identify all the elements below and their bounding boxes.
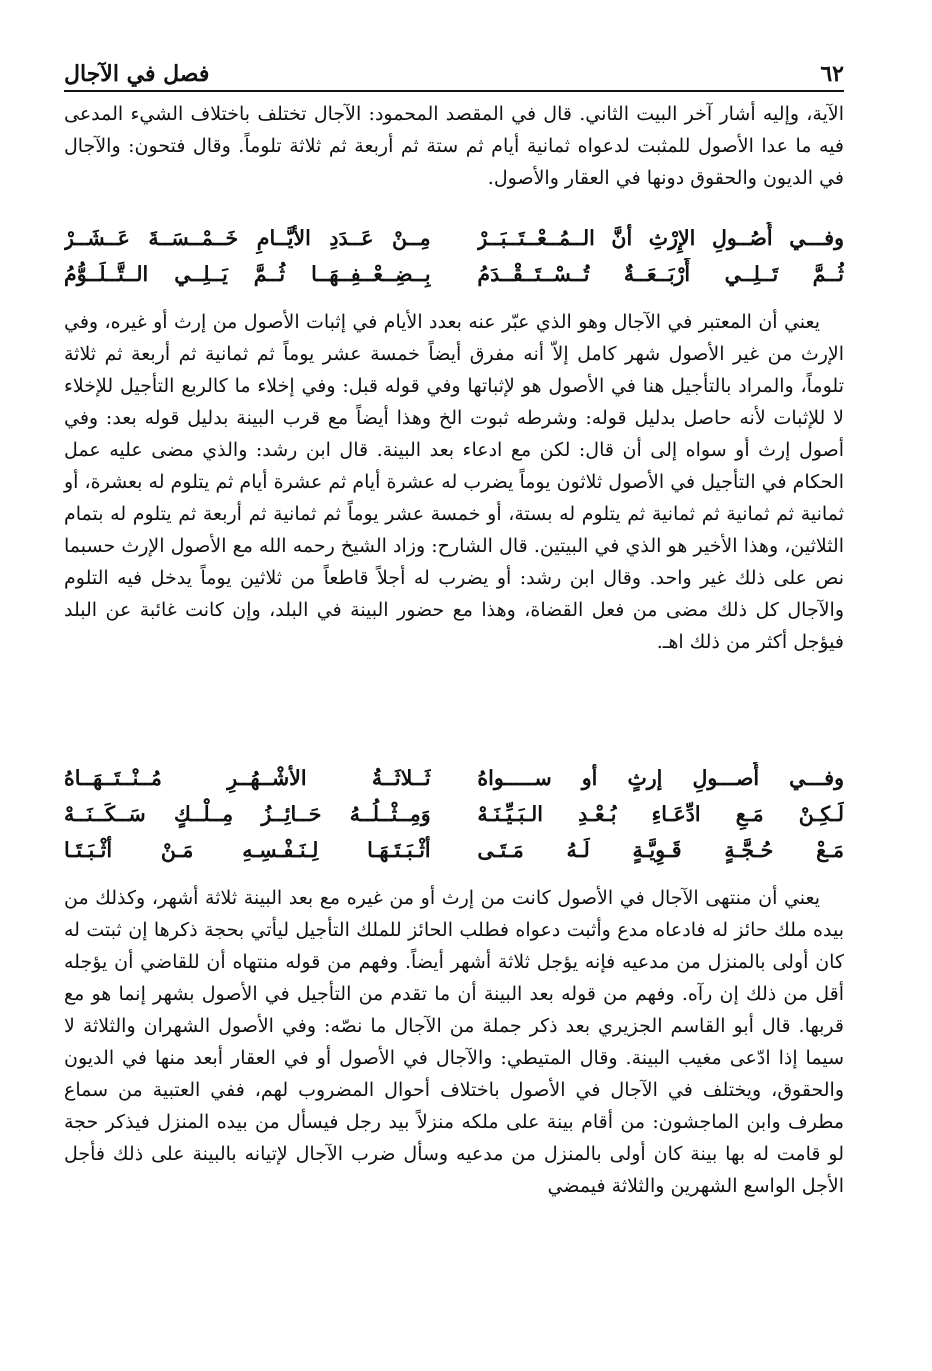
verse-first-hemistich: ثُــمَّ تَــلِــي أَرْبَــعَــةٌ تُــسْــتَــقْــدَمُ [477, 262, 844, 286]
verse-line [64, 220, 844, 256]
verse-second-hemistich: بِــضِــعْــفِــهَــا ثُــمَّ يَــلِــي الــتَّــلَــوُّمُ [64, 262, 431, 286]
verse-line [64, 796, 844, 832]
header-divider [64, 90, 844, 92]
verse-second-hemistich: ثَــلاثَــةُ الأشْــهُــرِ مُــنْــتَــهَــاهُ [64, 766, 431, 790]
verse-line [64, 256, 844, 292]
page-header [64, 58, 844, 88]
verse-second-hemistich: وَمِــثْــلُــهُ حَــائِــزُ مِــلْــكٍ سَــكَــنَــهْ [64, 802, 431, 826]
verse-line [64, 760, 844, 796]
paragraph-text: يعني أن المعتبر في الآجال وهو الذي عبّر عنه بعدد الأيام في إثبات الأصول من إرث أو غيره، وفي الإرث من غير الأصول شهر كامل إلاّ أنه مفرق أيضاً خمسة عشر يوماً ثم ثمانية ثم أربعة ثم ثلاثة تلوماً، والمراد بالتأجيل هنا في الأصول هو لإثباتها وفي قوله قبل: وفي إخلاء ما كالربع التأجيل للإخلاء لا للإثبات لأنه حاصل بدليل قوله: وشرطه ثبوت الخ وهذا أيضاً مع قرب البينة بدليل قوله بعد: وفي أصول إرث أو سواه إلى أن قال: لكن مع ادعاء بعد البينة. قال ابن رشد: والذي مضى عليه عمل الحكام في التأجيل في الأصول ثلاثون يوماً يضرب له عشرة أيام ثم عشرة أيام ثم يتلوم له بعشرة، أو ثمانية ثم ثمانية ثم ثمانية ثم يتلوم له بستة، أو خمسة عشر يوماً ثم ثمانية ثم أربعة ثم يتلوم له بتمام الثلاثين، وهذا الأخير هو الذي في البيتين. قال الشارح: وزاد الشيخ رحمه الله مع الأصول الإرث حسبما نص على ذلك غير واحد. وقال ابن رشد: أو يضرب له أجلاً قاطعاً من ثلاثين يوماً يدخل فيه التلوم والآجال كل ذلك مضى من فعل القضاة، وهذا مع حضور البينة في البلد، وإن كانت غائبة عن البلد فيؤجل أكثر من ذلك اهـ. [64, 311, 844, 653]
verse-first-hemistich: لَـكِـنْ مَـعِ ادِّعَـاءِ بُـعْـدِ الـبَـيِّـنَـهْ [477, 802, 844, 826]
page-number: ٦٢ [820, 61, 844, 87]
paragraph-text: الآية، وإليه أشار آخر البيت الثاني. قال في المقصد المحمود: الآجال تختلف باختلاف الشيء المدعى فيه ما عدا الأصول للمثبت لدعواه ثمانية أيام ثم ستة ثم أربعة ثم ثلاثة تلوماً. وقال فتحون: والآجال في الديون والحقوق دونها في العقار والأصول. [64, 103, 844, 189]
verse-first-hemistich: وفـــي أُصـــولِ إرثٍ أو ســـــواهُ [477, 766, 844, 790]
verse-line [64, 832, 844, 868]
paragraph-commentary-2 [64, 882, 844, 1202]
paragraph-intro [64, 98, 844, 194]
paragraph-text: يعني أن منتهى الآجال في الأصول كانت من إرث أو من غيره مع بعد البينة ثلاثة أشهر، وكذلك من بيده ملك حائز له فادعاه مدع وأثبت دعواه فطلب الحائز للملك التأجيل ليأتي بحجة ذكرها إن ثبتت له كان أولى بالمنزل من مدعيه فإنه يؤجل ثلاثة أشهر أيضاً. وفهم من قوله منتهاه أن للقاضي أن يؤجله أقل من ذلك إن رآه. وفهم من قوله بعد البينة أن ما تقدم من التأجيل في الأصول بشهر إنما هو مع قربها. قال أبو القاسم الجزيري بعد ذكر جملة من الآجال ما نصّه: وفي الأصول الشهران والثلاثة لا سيما إذا ادّعى مغيب البينة. وقال المتيطي: والآجال في الأصول أو في العقار أبعد منها في الديون والحقوق، ويختلف في الآجال في الأصول باختلاف أحوال المضروب لهم، ففي العتبية من سماع مطرف وابن الماجشون: من أقام بينة على ملكه منزلاً بيد رجل فيسأل من بيده المنزل فيذكر حجة لو قامت له بها بينة كان أولى بالمنزل من مدعيه وسأل ضرب الآجال لإتيانه بالبينة على ذلك فأجل الأجل الواسع الشهرين والثلاثة فيمضي [64, 887, 844, 1197]
verse-first-hemistich: وفـــي أُصُــولِ الإِرْثِ أنَّ الــمُــعْــتَــبَــرْ [477, 226, 844, 250]
verse-second-hemistich: مِــنْ عَــدَدِ الأيَّــامِ خَــمْــسَــةَ عَــشَــرْ [64, 226, 431, 250]
chapter-title: فصل في الآجال [64, 61, 210, 87]
verse-second-hemistich: أثْـبَـتَـهَـا لِـنَـفْـسِـهِ مَـنْ أثْـبَـتَـا [64, 838, 431, 862]
verse-block-2 [64, 760, 844, 868]
verse-first-hemistich: مَـعْ حُـجَّـةٍ قَـوِيَّـةٍ لَـهُ مَـتَـى [477, 838, 844, 862]
verse-block-1 [64, 220, 844, 292]
paragraph-commentary-1 [64, 306, 844, 658]
